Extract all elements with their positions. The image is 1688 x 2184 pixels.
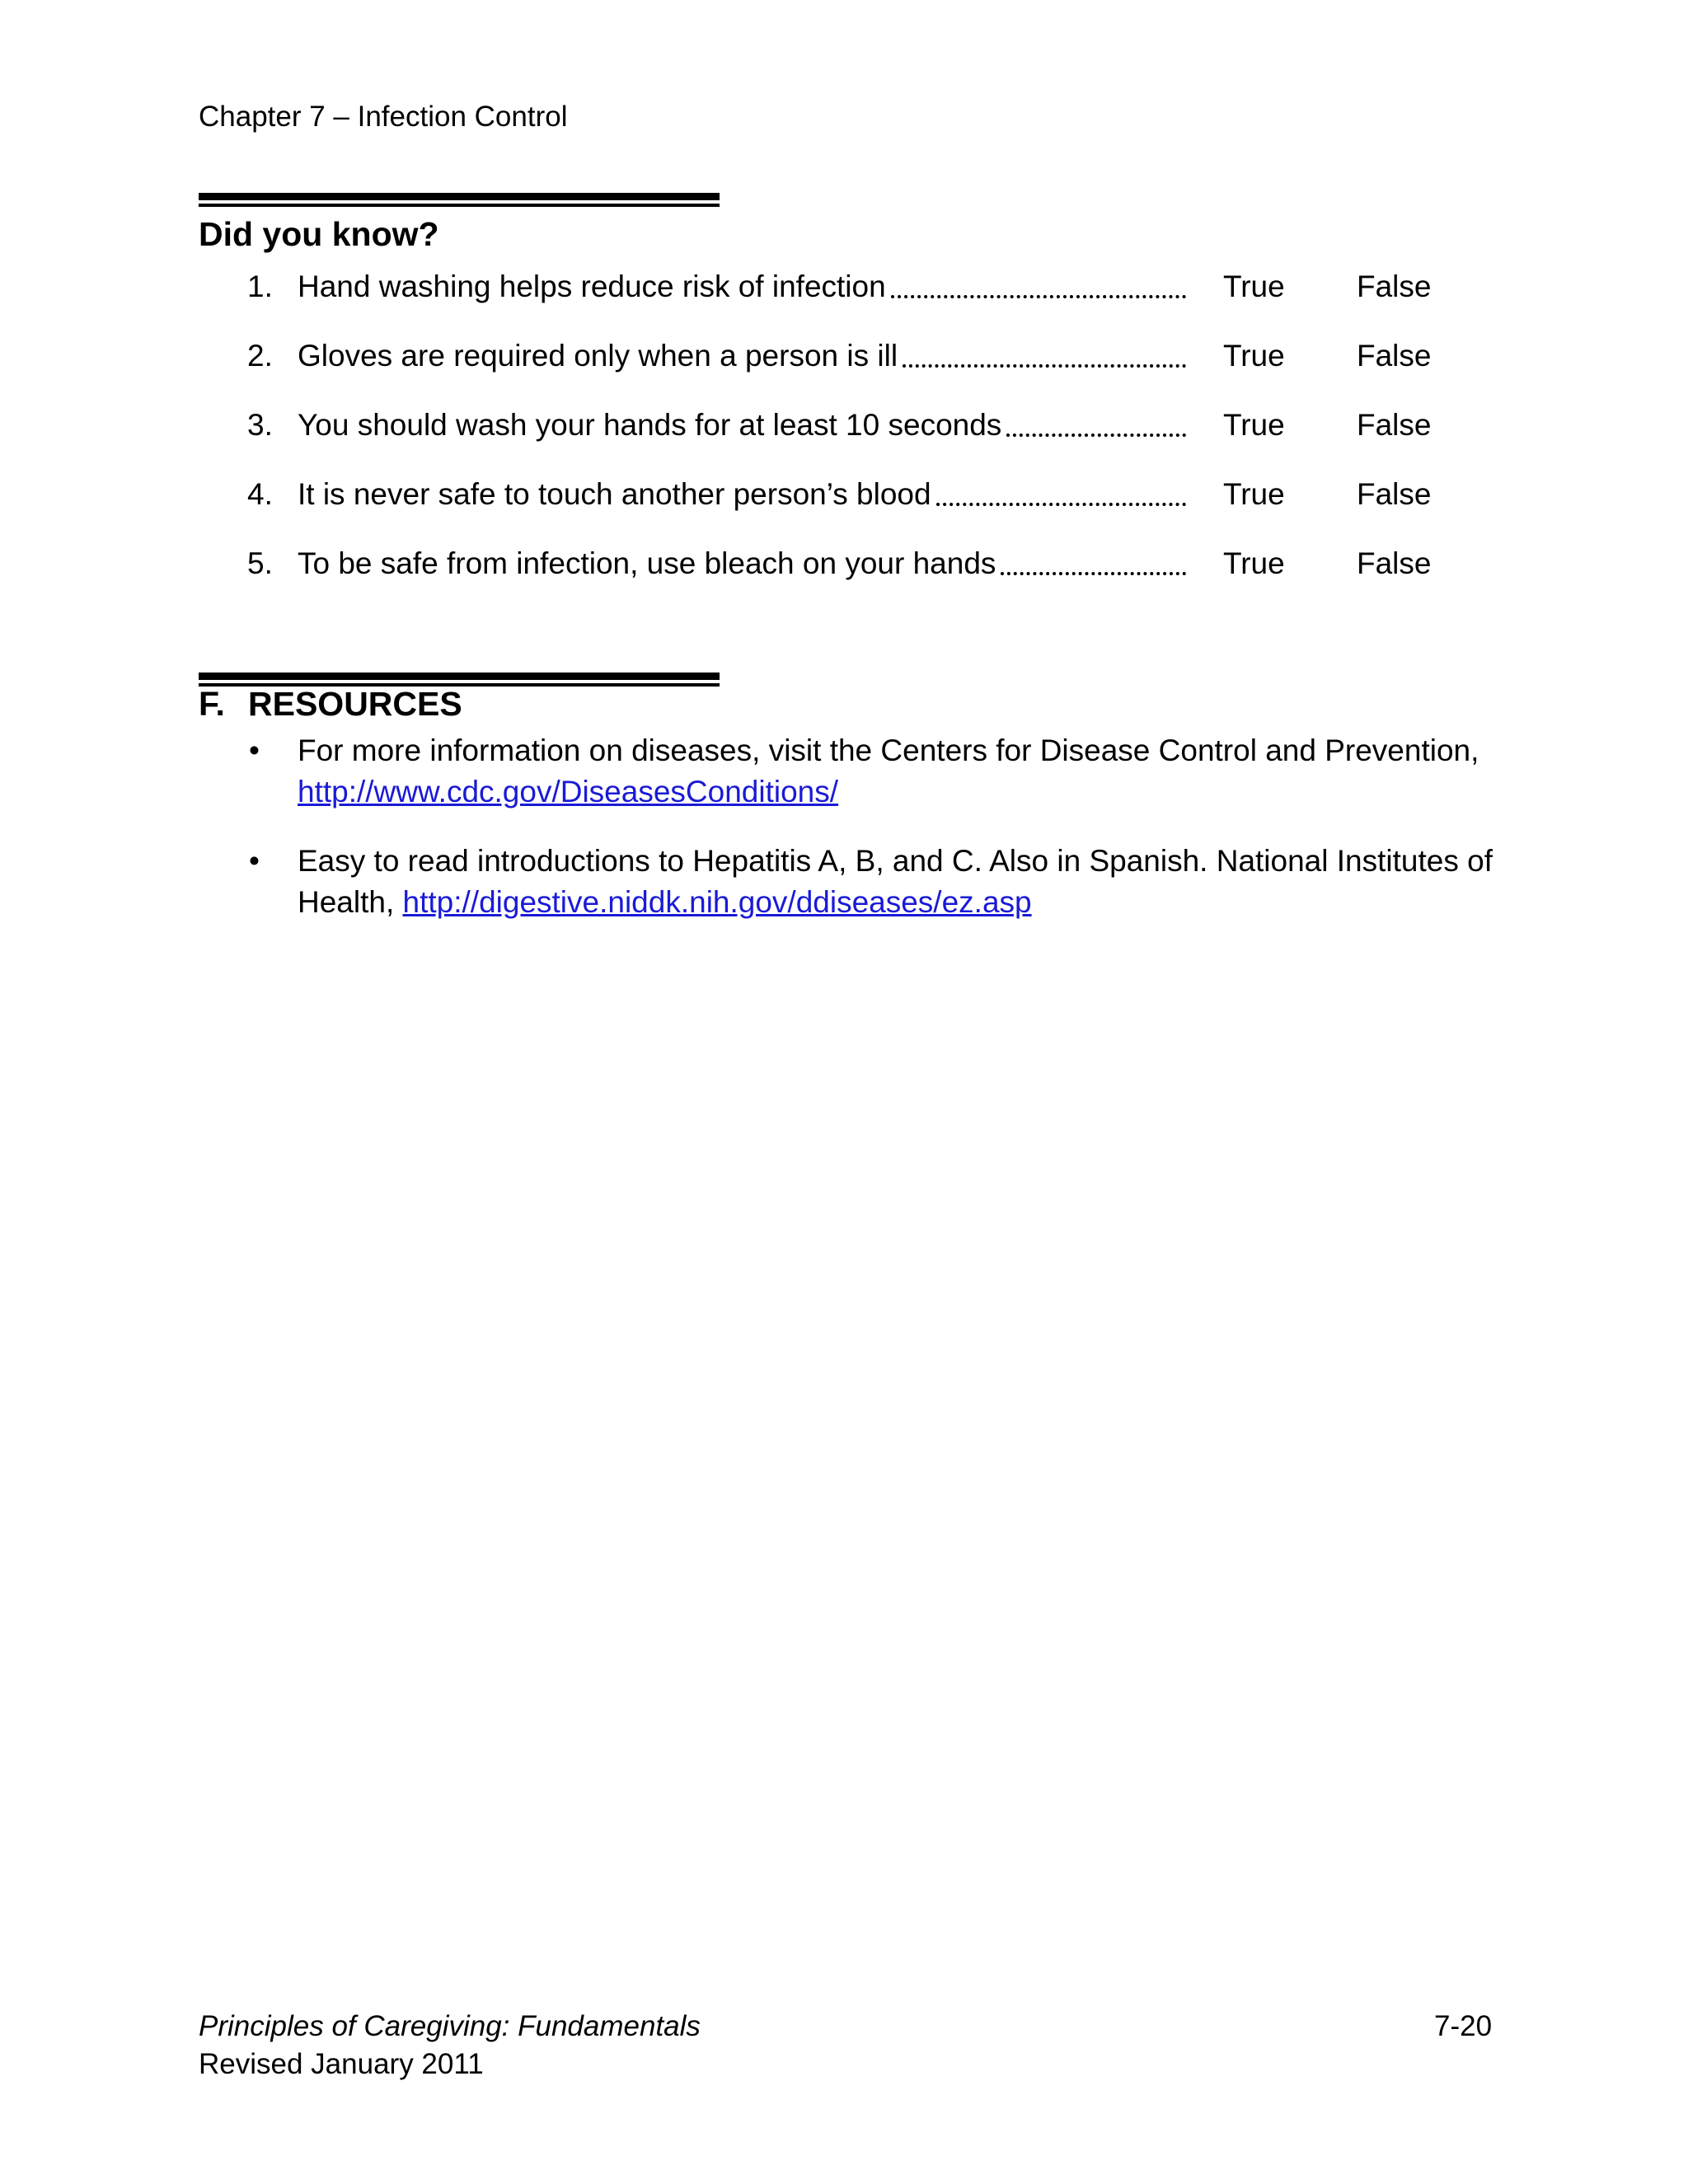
quiz-option-true[interactable]: True bbox=[1223, 546, 1285, 580]
quiz-option-true[interactable]: True bbox=[1223, 408, 1285, 442]
quiz-option-false[interactable]: False bbox=[1357, 477, 1432, 511]
divider-thick-line bbox=[199, 193, 720, 200]
section-letter: F. bbox=[199, 685, 225, 723]
quiz-item-statement bbox=[298, 402, 1186, 448]
resource-text: Easy to read introductions to Hepatitis A, B, and C. Also in Spanish. National Institutes of Health, bbox=[298, 844, 1493, 919]
quiz-item-text: It is never safe to touch another person’s blood bbox=[298, 477, 931, 511]
quiz-item bbox=[0, 541, 1688, 587]
divider-thick-line bbox=[199, 673, 720, 680]
quiz-item-statement bbox=[298, 264, 1186, 310]
resource-text: For more information on diseases, visit the Centers for Disease Control and Prevention, bbox=[298, 733, 1479, 767]
dot-leader bbox=[891, 264, 1186, 298]
quiz-item-number: 1. bbox=[247, 269, 273, 303]
quiz-item-text: Hand washing helps reduce risk of infection bbox=[298, 269, 886, 303]
quiz-option-false[interactable]: False bbox=[1357, 408, 1432, 442]
quiz-item-statement bbox=[298, 471, 1186, 518]
quiz-item-text: Gloves are required only when a person is ill bbox=[298, 339, 898, 373]
bullet-icon: • bbox=[249, 733, 260, 767]
quiz-item-number: 4. bbox=[247, 477, 273, 511]
quiz-item-number: 5. bbox=[247, 546, 273, 580]
section-divider bbox=[199, 193, 720, 208]
quiz-option-true[interactable]: True bbox=[1223, 477, 1285, 511]
did-you-know-heading: Did you know? bbox=[199, 215, 439, 253]
quiz-item-text: To be safe from infection, use bleach on your hands bbox=[298, 546, 996, 580]
resource-link[interactable]: http://digestive.niddk.nih.gov/ddiseases/ez.asp bbox=[402, 885, 1032, 919]
footer-book-title: Principles of Caregiving: Fundamentals bbox=[199, 2010, 701, 2042]
quiz-option-false[interactable]: False bbox=[1357, 269, 1432, 303]
quiz-item bbox=[0, 402, 1688, 448]
quiz-item-number: 2. bbox=[247, 339, 273, 373]
quiz-item bbox=[0, 333, 1688, 379]
footer-revised-date: Revised January 2011 bbox=[199, 2048, 484, 2080]
resources-heading bbox=[199, 681, 462, 727]
quiz-item bbox=[0, 471, 1688, 518]
quiz-item bbox=[0, 264, 1688, 310]
quiz-option-false[interactable]: False bbox=[1357, 339, 1432, 373]
section-title: RESOURCES bbox=[248, 685, 462, 723]
dot-leader bbox=[903, 333, 1186, 368]
chapter-header: Chapter 7 – Infection Control bbox=[199, 101, 568, 133]
resource-link[interactable]: http://www.cdc.gov/DiseasesConditions/ bbox=[298, 775, 839, 808]
dot-leader bbox=[1001, 541, 1186, 575]
quiz-option-false[interactable]: False bbox=[1357, 546, 1432, 580]
quiz-item-number: 3. bbox=[247, 408, 273, 442]
divider-thin-line bbox=[199, 204, 720, 207]
quiz-item-statement bbox=[298, 541, 1186, 587]
resource-body bbox=[298, 730, 1493, 813]
bullet-icon: • bbox=[249, 844, 260, 878]
quiz-item-text: You should wash your hands for at least 10 seconds bbox=[298, 408, 1002, 442]
quiz-item-statement bbox=[298, 333, 1186, 379]
footer-page-number: 7-20 bbox=[1434, 2010, 1493, 2042]
quiz-option-true[interactable]: True bbox=[1223, 339, 1285, 373]
dot-leader bbox=[1006, 402, 1186, 437]
quiz-option-true[interactable]: True bbox=[1223, 269, 1285, 303]
dot-leader bbox=[936, 471, 1186, 506]
resource-body bbox=[298, 841, 1493, 923]
